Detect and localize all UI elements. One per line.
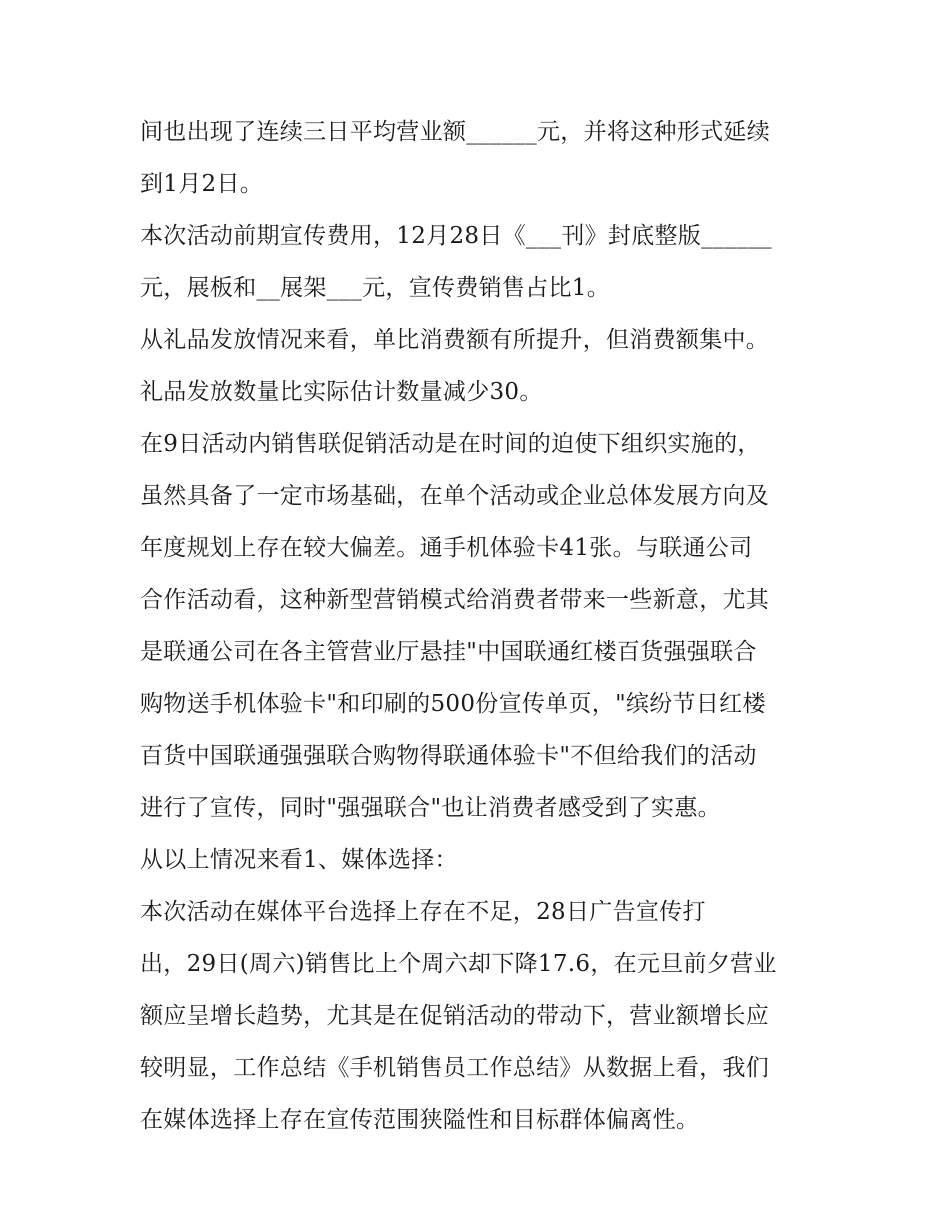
text-line: 在媒体选择上存在宣传范围狭隘性和目标群体偏离性。 — [140, 1107, 700, 1133]
text-line: 购物送手机体验卡"和印刷的500份宣传单页，"缤纷节日红楼 — [140, 691, 766, 717]
text-line: 本次活动在媒体平台选择上存在不足，28日广告宣传打 — [140, 899, 706, 925]
body-text — [140, 106, 820, 1146]
text-line: 元，展板和__展架___元，宣传费销售占比1。 — [140, 275, 611, 301]
text-line: 是联通公司在各主管营业厅悬挂"中国联通红楼百货强强联合 — [140, 639, 757, 665]
text-line: 年度规划上存在较大偏差。通手机体验卡41张。与联通公司 — [140, 535, 753, 561]
text-line: 合作活动看，这种新型营销模式给消费者带来一些新意，尤其 — [140, 587, 770, 613]
text-line: 进行了宣传，同时"强强联合"也让消费者感受到了实惠。 — [140, 795, 721, 821]
text-line: 到1月2日。 — [140, 171, 264, 197]
text-line: 本次活动前期宣传费用，12月28日《___刊》封底整版______ — [140, 223, 772, 249]
text-line: 额应呈增长趋势，尤其是在促销活动的带动下，营业额增长应 — [140, 1003, 770, 1029]
text-line: 间也出现了连续三日平均营业额______元，并将这种形式延续 — [140, 119, 770, 145]
text-line: 从以上情况来看1、媒体选择： — [140, 847, 458, 873]
text-line: 出，29日(周六)销售比上个周六却下降17.6，在元旦前夕营业 — [140, 951, 777, 977]
text-line: 在9日活动内销售联促销活动是在时间的迫使下组织实施的， — [140, 431, 761, 457]
text-line: 虽然具备了一定市场基础，在单个活动或企业总体发展方向及 — [140, 483, 770, 509]
text-line: 从礼品发放情况来看，单比消费额有所提升，但消费额集中。 — [140, 327, 770, 353]
text-line: 百货中国联通强强联合购物得联通体验卡"不但给我们的活动 — [140, 743, 757, 769]
text-line: 较明显，工作总结《手机销售员工作总结》从数据上看，我们 — [140, 1055, 770, 1081]
text-line: 礼品发放数量比实际估计数量减少30。 — [140, 379, 543, 405]
